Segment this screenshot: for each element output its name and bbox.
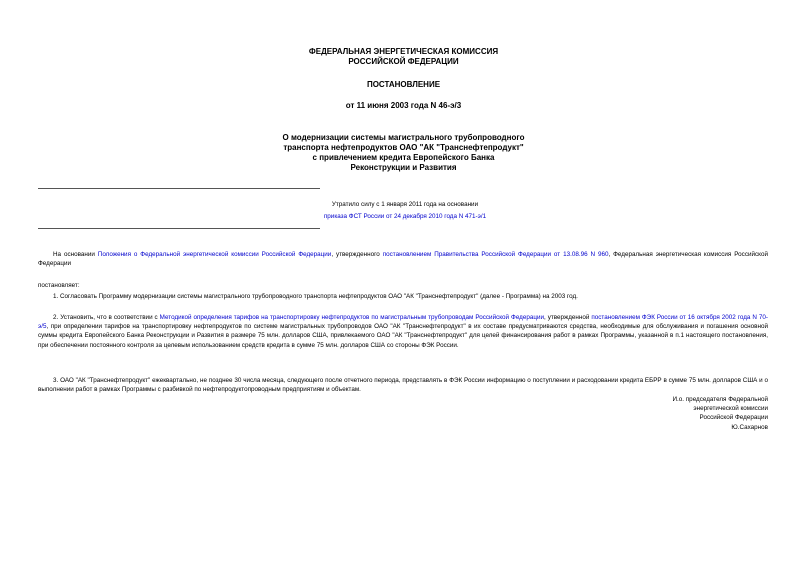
item2-link-fek-decree[interactable]: постановлением ФЭК России от 16 октября 2002 года N 70-э/5: [38, 314, 768, 331]
item2-text-1: 2. Установить, что в соответствии с: [53, 314, 160, 321]
signature-line-3: Российской Федерации: [699, 414, 768, 422]
intro-link-regulation[interactable]: Положения о Федеральной энергетической комиссии Российской Федерации: [97, 251, 332, 258]
item2-text-2: , утвержденной: [544, 314, 592, 321]
signature-block: [568, 395, 768, 432]
item-1: 1. Согласовать Программу модернизации системы магистрального трубопроводного транспорта нефтепродуктов ОАО "АК "Транснефтепродукт" (далее - Программа) на 2003 год.: [53, 293, 578, 300]
title-line-4: Реконструкции и Развития: [350, 163, 457, 172]
divider-top: [38, 188, 320, 189]
signature-line-1: И.о. председателя Федеральной: [672, 396, 768, 403]
intro-text-1: На основании: [53, 251, 98, 258]
decree-word: постановляет:: [38, 282, 80, 289]
issuer-line-2: РОССИЙСКОЙ ФЕДЕРАЦИИ: [348, 57, 459, 66]
intro-text-2: , утвержденного: [331, 251, 383, 258]
divider-bottom: [38, 228, 320, 229]
intro-text-3: , Федеральная энергетическая комиссия Российской Федерации: [38, 251, 768, 268]
issuer-line-1: ФЕДЕРАЛЬНАЯ ЭНЕРГЕТИЧЕСКАЯ КОМИССИЯ: [308, 47, 499, 56]
intro-link-government-decree[interactable]: постановлением Правительства Российской Федерации от 13.08.96 N 960: [382, 251, 609, 258]
title-line-3: с привлечением кредита Европейского Банка: [312, 153, 495, 162]
issuer-header: [0, 47, 807, 67]
title-line-2: транспорта нефтепродуктов ОАО "АК "Транснефтепродукт": [283, 143, 524, 152]
document-type: ПОСТАНОВЛЕНИЕ: [366, 80, 441, 89]
status-text: Утратило силу с 1 января 2011 года на основании: [331, 201, 479, 208]
item-2: [38, 313, 768, 350]
status-note: [300, 200, 510, 221]
intro-paragraph: [38, 250, 768, 268]
item2-link-methodology[interactable]: Методикой определения тарифов на транспортировку нефтепродуктов по магистральным трубопроводам Российской Федерации: [159, 314, 545, 321]
item-3: 3. ОАО "АК "Транснефтепродукт" ежеквартально, не позднее 30 числа месяца, следующего после отчетного периода, представлять в ФЭК России информацию о поступлении и расходовании кредита ЕБРР в сумме 75 млн. долларов США и о выполнении работ в рамках Программы с разбивкой по нефтепродуктопроводным предприятиям и объектам.: [38, 377, 768, 394]
signature-line-2: энергетической комиссии: [693, 405, 768, 413]
status-link[interactable]: приказа ФСТ России от 24 декабря 2010 года N 471-э/1: [323, 213, 487, 221]
document-title: [0, 133, 807, 173]
title-line-1: О модернизации системы магистрального трубопроводного: [282, 133, 525, 142]
signatory-name: Ю.Сахарнов: [731, 423, 768, 431]
document-date: от 11 июня 2003 года N 46-э/3: [345, 101, 462, 110]
item2-text-3: , при определении тарифов на транспортировку нефтепродуктов по системе магистральных трубопроводов ОАО "АК "Транснефтепродукт" в их составе предусматриваются средства, необходимые для обслуживания и погашения основной суммы кредита Европейского Банка Реконструкции и Развития в размере 75 млн. долларов США, привлекаемого ОАО "АК "Транснефтепродукт" для целей финансирования работ в рамках Программы, указанной в п.1 настоящего постановления, при обеспечении постоянного контроля за целевым использованием средств кредита в сумме 75 млн. долларов США со стороны ФЭК России.: [38, 323, 768, 349]
